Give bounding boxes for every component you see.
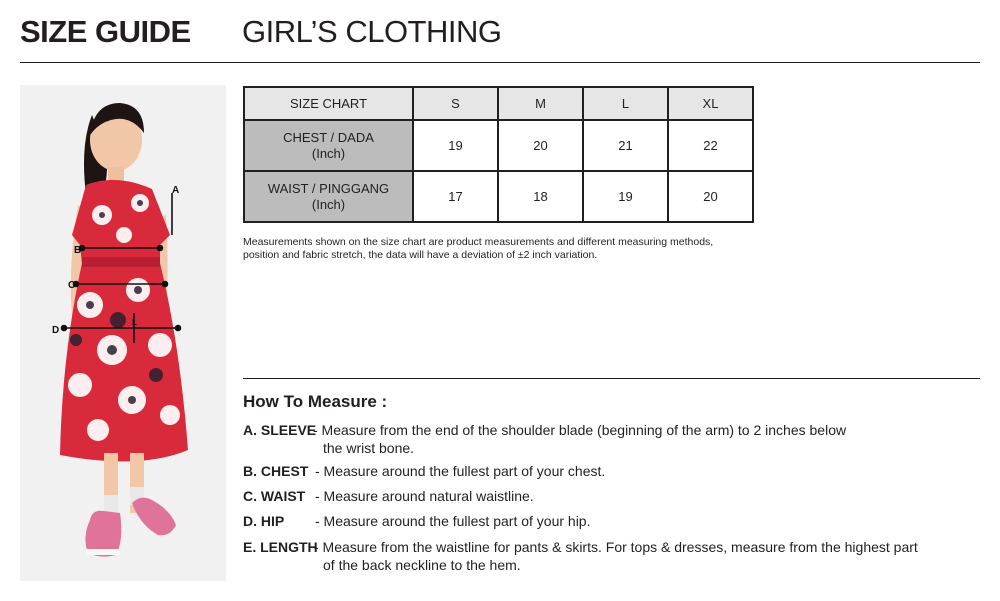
size-m-header: M [498, 87, 583, 120]
size-chart-header: SIZE CHART [244, 87, 413, 120]
row-label-line: CHEST / DADA [283, 129, 374, 145]
table-cell: 18 [498, 171, 583, 222]
marker-a: A [172, 185, 180, 196]
table-row [244, 120, 753, 171]
page-subtitle: GIRL’S CLOTHING [242, 14, 502, 49]
table-cell: 20 [668, 171, 753, 222]
row-label-waist [244, 171, 413, 222]
row-label-unit: (Inch) [311, 196, 346, 212]
marker-b: B [74, 245, 82, 256]
item-key: A. SLEEVE [243, 422, 317, 438]
size-s-header: S [413, 87, 498, 120]
item-text [313, 421, 973, 457]
table-cell: 17 [413, 171, 498, 222]
page-title: SIZE GUIDE [20, 14, 191, 49]
table-cell: 20 [498, 120, 583, 171]
marker-c: C [68, 280, 76, 291]
item-key: B. CHEST [243, 463, 309, 479]
marker-l: L [132, 318, 137, 327]
table-cell: 19 [583, 171, 668, 222]
table-cell: 19 [413, 120, 498, 171]
row-label-line: WAIST / PINGGANG [267, 180, 390, 196]
item-key: E. LENGTH [243, 539, 318, 555]
size-chart-table [243, 86, 754, 223]
note-line: position and fabric stretch, the data will have a deviation of ±2 inch variation. [243, 249, 598, 261]
item-text-line: the wrist bone. [323, 440, 415, 456]
row-label-unit: (Inch) [311, 145, 346, 161]
row-label-chest [244, 120, 413, 171]
girl-in-dress-illustration [20, 85, 226, 581]
note-line: Measurements shown on the size chart are product measurements and different measuring methods, [243, 236, 714, 248]
item-key: D. HIP [243, 513, 285, 529]
marker-d: D [52, 325, 60, 336]
table-row [244, 171, 753, 222]
header-divider [20, 62, 980, 63]
model-photo [20, 85, 226, 581]
item-text-line: - Measure from the waistline for pants & skirts. For tops & dresses, measure from the highest part [314, 539, 918, 555]
table-header-row [244, 87, 753, 120]
item-text-line: of the back neckline to the hem. [323, 557, 521, 573]
item-text-line: - Measure from the end of the shoulder blade (beginning of the arm) to 2 inches below [313, 422, 847, 438]
table-cell: 21 [583, 120, 668, 171]
item-key: C. WAIST [243, 488, 306, 504]
item-text: - Measure around the fullest part of your hip. [315, 513, 591, 529]
size-l-header: L [583, 87, 668, 120]
item-text: - Measure around the fullest part of your chest. [315, 463, 606, 479]
item-text [314, 538, 984, 574]
table-cell: 22 [668, 120, 753, 171]
item-text: - Measure around natural waistline. [315, 488, 534, 504]
section-divider [243, 378, 980, 379]
size-xl-header: XL [668, 87, 753, 120]
measurement-note [243, 236, 783, 262]
how-to-measure-title: How To Measure : [243, 392, 388, 411]
